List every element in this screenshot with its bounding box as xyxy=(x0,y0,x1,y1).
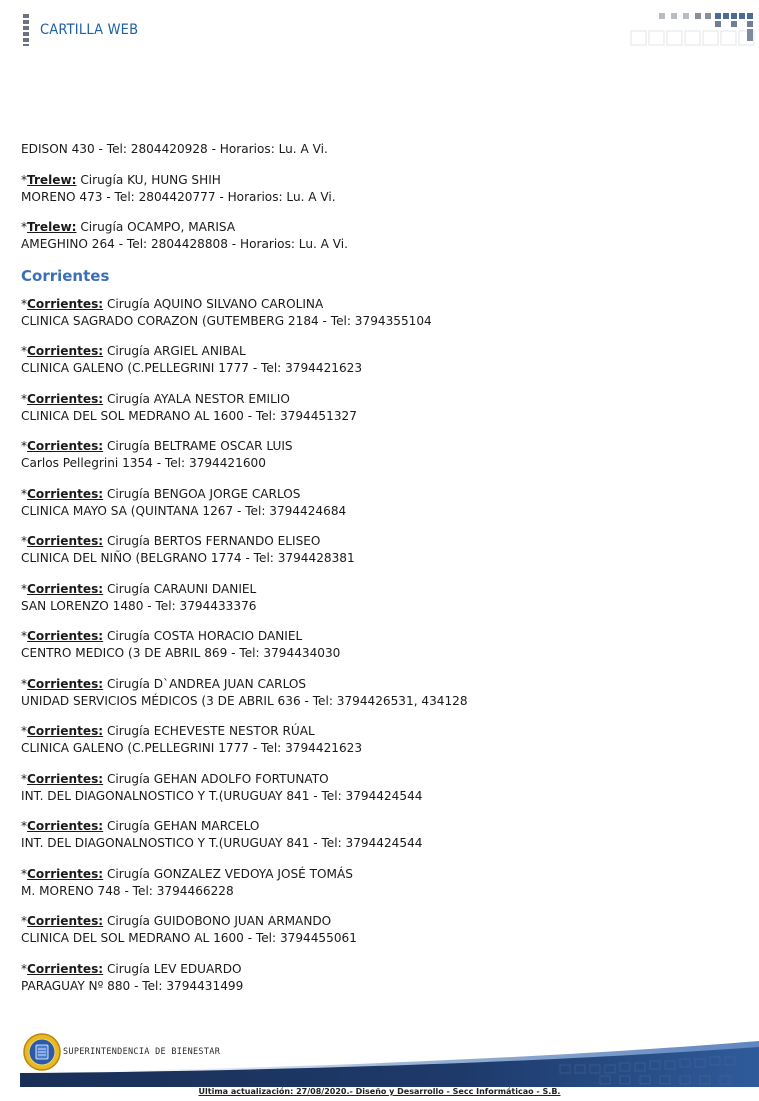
header-decoration xyxy=(629,10,759,50)
entry-city: Corrientes: xyxy=(27,819,104,833)
header-accent-bar xyxy=(23,14,29,46)
entry-city: Corrientes: xyxy=(27,581,104,596)
entry-city: Corrientes: xyxy=(27,914,104,928)
entry-address: M. MORENO 748 - Tel: 3794466228 xyxy=(21,883,234,898)
list-item xyxy=(21,913,741,947)
entry-city: Corrientes: xyxy=(27,296,104,311)
bullet-marker: * xyxy=(21,914,28,928)
entry-city: Corrientes: xyxy=(27,866,104,881)
list-item xyxy=(21,771,741,805)
entry-provider-line xyxy=(21,533,741,550)
entry-address: CLINICA SAGRADO CORAZON (GUTEMBERG 2184 - Tel: 3794355104 xyxy=(21,313,432,328)
entry-provider-line xyxy=(21,219,741,236)
list-item xyxy=(21,391,741,425)
entry-city: Corrientes: xyxy=(27,771,104,786)
entry-provider-line xyxy=(21,771,741,788)
entry-provider: Cirugía ARGIEL ANIBAL xyxy=(103,344,246,358)
entry-provider: Cirugía AQUINO SILVANO CAROLINA xyxy=(103,296,324,311)
entry-provider: Cirugía COSTA HORACIO DANIEL xyxy=(103,629,303,643)
bullet-marker: * xyxy=(21,344,28,358)
page-title: CARTILLA WEB xyxy=(40,22,139,38)
entry-provider: Cirugía KU, HUNG SHIH xyxy=(76,172,221,187)
entry-provider: Cirugía ECHEVESTE NESTOR RÚAL xyxy=(103,724,315,738)
bullet-marker: * xyxy=(21,961,28,976)
entry-provider-line xyxy=(21,723,741,740)
bullet-marker: * xyxy=(21,486,28,501)
entry-city: Corrientes: xyxy=(27,486,104,501)
entry-city: Corrientes: xyxy=(27,439,104,453)
list-item xyxy=(21,866,741,900)
list-item xyxy=(21,723,741,757)
list-item xyxy=(21,818,741,852)
list-item xyxy=(21,343,741,377)
entry-provider-line xyxy=(21,866,741,883)
bullet-marker: * xyxy=(21,581,28,596)
entry-address: CLINICA DEL SOL MEDRANO AL 1600 - Tel: 3794455061 xyxy=(21,931,357,945)
entry-provider-line xyxy=(21,581,741,598)
entry-address: PARAGUAY Nº 880 - Tel: 3794431499 xyxy=(21,978,244,993)
entry-provider-line xyxy=(21,913,741,930)
organization-name: SUPERINTENDENCIA DE BIENESTAR xyxy=(63,1047,221,1057)
bullet-marker: * xyxy=(21,534,28,548)
entry-provider-line xyxy=(21,486,741,503)
list-item xyxy=(21,438,741,472)
entry-city: Corrientes: xyxy=(27,961,104,976)
entry-provider-line xyxy=(21,343,741,360)
entry-provider: Cirugía GUIDOBONO JUAN ARMANDO xyxy=(103,914,332,928)
entry-city: Corrientes: xyxy=(27,344,104,358)
entry-provider-line xyxy=(21,676,741,693)
entry-provider: Cirugía BELTRAME OSCAR LUIS xyxy=(103,439,293,453)
entry-provider: Cirugía BENGOA JORGE CARLOS xyxy=(103,486,301,501)
entry-provider: Cirugía OCAMPO, MARISA xyxy=(76,220,236,234)
entry-address: AMEGHINO 264 - Tel: 2804428808 - Horarios: Lu. A Vi. xyxy=(21,237,349,251)
list-item xyxy=(21,172,741,206)
entry-provider: Cirugía CARAUNI DANIEL xyxy=(103,581,257,596)
entry-address: CLINICA MAYO SA (QUINTANA 1267 - Tel: 3794424684 xyxy=(21,503,347,518)
bullet-marker: * xyxy=(21,391,28,406)
entry-list-trelew xyxy=(21,141,741,253)
entry-provider-line xyxy=(21,438,741,455)
bullet-marker: * xyxy=(21,220,28,234)
bullet-marker: * xyxy=(21,296,28,311)
entry-city: Corrientes: xyxy=(27,724,104,738)
list-item xyxy=(21,676,741,710)
entry-city: Corrientes: xyxy=(27,391,104,406)
entry-address: CLINICA DEL NIÑO (BELGRANO 1774 - Tel: 3794428381 xyxy=(21,551,355,565)
bullet-marker: * xyxy=(21,771,28,786)
entry-provider: Cirugía GEHAN MARCELO xyxy=(103,819,260,833)
entry-provider-line xyxy=(21,391,741,408)
entry-city: Corrientes: xyxy=(27,534,104,548)
entry-provider: Cirugía AYALA NESTOR EMILIO xyxy=(103,391,290,406)
bullet-marker: * xyxy=(21,866,28,881)
list-item xyxy=(21,141,741,158)
entry-address: CENTRO MEDICO (3 DE ABRIL 869 - Tel: 3794434030 xyxy=(21,646,341,660)
entry-address: SAN LORENZO 1480 - Tel: 3794433376 xyxy=(21,598,257,613)
institution-seal-icon xyxy=(22,1032,62,1072)
list-item xyxy=(21,486,741,520)
bullet-marker: * xyxy=(21,676,28,691)
entry-address: INT. DEL DIAGONALNOSTICO Y T.(URUGUAY 841 - Tel: 3794424544 xyxy=(21,788,423,803)
bullet-marker: * xyxy=(21,172,28,187)
list-item xyxy=(21,296,741,330)
entry-provider: Cirugía GONZALEZ VEDOYA JOSÉ TOMÁS xyxy=(103,866,353,881)
bullet-marker: * xyxy=(21,629,28,643)
section-heading-corrientes: Corrientes xyxy=(21,266,110,285)
entry-provider-line xyxy=(21,961,741,978)
entry-list-corrientes xyxy=(21,296,741,995)
entry-address: EDISON 430 - Tel: 2804420928 - Horarios: Lu. A Vi. xyxy=(21,142,328,156)
bullet-marker: * xyxy=(21,439,28,453)
entry-provider: Cirugía BERTOS FERNANDO ELISEO xyxy=(103,534,321,548)
entry-provider: Cirugía D`ANDREA JUAN CARLOS xyxy=(103,676,307,691)
document-content xyxy=(21,141,741,1008)
footer-update-note: Ultima actualización: 27/08/2020.- Diseño y Desarrollo - Secc Informáticao - S.B. xyxy=(198,1087,561,1096)
entry-city: Trelew: xyxy=(27,220,77,234)
bullet-marker: * xyxy=(21,724,28,738)
entry-provider-line xyxy=(21,628,741,645)
entry-address: MORENO 473 - Tel: 2804420777 - Horarios: Lu. A Vi. xyxy=(21,189,336,204)
entry-provider: Cirugía LEV EDUARDO xyxy=(103,961,242,976)
list-item xyxy=(21,533,741,567)
bullet-marker: * xyxy=(21,819,28,833)
entry-city: Trelew: xyxy=(27,172,77,187)
entry-address: UNIDAD SERVICIOS MÉDICOS (3 DE ABRIL 636 - Tel: 3794426531, 434128 xyxy=(21,693,468,708)
entry-address: INT. DEL DIAGONALNOSTICO Y T.(URUGUAY 841 - Tel: 3794424544 xyxy=(21,836,423,850)
entry-city: Corrientes: xyxy=(27,676,104,691)
entry-provider: Cirugía GEHAN ADOLFO FORTUNATO xyxy=(103,771,329,786)
entry-city: Corrientes: xyxy=(27,629,104,643)
entry-address: Carlos Pellegrini 1354 - Tel: 3794421600 xyxy=(21,456,266,470)
list-item xyxy=(21,581,741,615)
entry-provider-line xyxy=(21,172,741,189)
entry-address: CLINICA DEL SOL MEDRANO AL 1600 - Tel: 3794451327 xyxy=(21,408,357,423)
list-item xyxy=(21,219,741,253)
entry-provider-line xyxy=(21,818,741,835)
list-item xyxy=(21,628,741,662)
list-item xyxy=(21,961,741,995)
entry-address: CLINICA GALENO (C.PELLEGRINI 1777 - Tel: 3794421623 xyxy=(21,741,363,755)
entry-provider-line xyxy=(21,296,741,313)
entry-address: CLINICA GALENO (C.PELLEGRINI 1777 - Tel: 3794421623 xyxy=(21,361,363,375)
